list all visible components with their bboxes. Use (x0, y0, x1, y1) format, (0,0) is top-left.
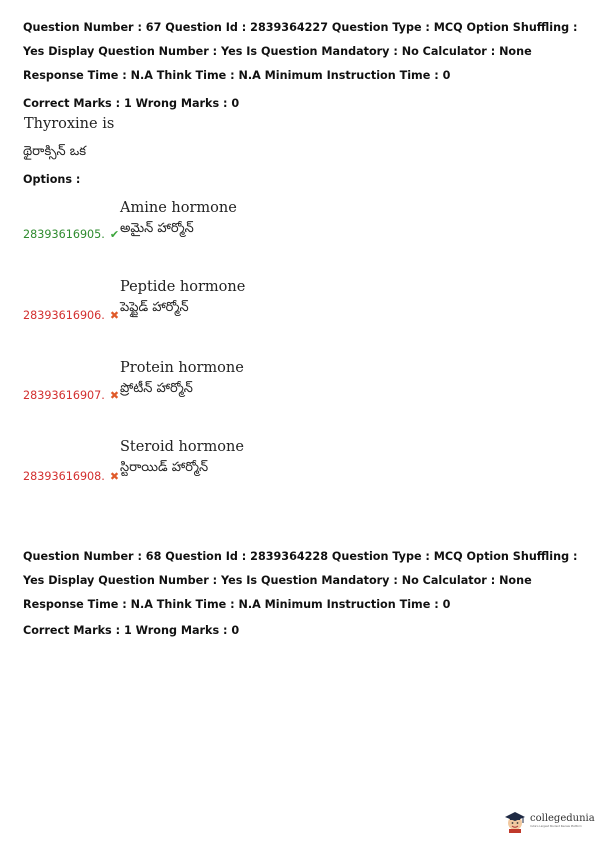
question-67-text-english: Thyroxine is (24, 116, 115, 132)
option-4-text-telugu: స్టిరాయిడ్ హార్మోన్ (120, 460, 209, 475)
cross-icon: ✖ (109, 309, 120, 322)
option-4-id[interactable] (23, 470, 119, 483)
option-2-text-telugu: పెప్టైడ్ హార్మోన్ (120, 300, 189, 315)
graduate-icon (503, 809, 527, 833)
option-1-text-telugu: అమైన్ హార్మోన్ (120, 221, 194, 236)
option-3-id[interactable] (23, 389, 119, 402)
option-2-id[interactable] (23, 309, 119, 322)
question-68-marks: Correct Marks : 1 Wrong Marks : 0 (23, 624, 240, 637)
option-4-id-label: 28393616908. (23, 470, 105, 483)
option-3-id-label: 28393616907. (23, 389, 105, 402)
logo-name: collegedunia (530, 812, 595, 824)
option-2-id-label: 28393616906. (23, 309, 105, 322)
question-68-meta: Question Number : 68 Question Id : 2839364228 Question Type : MCQ Option Shuffling : Yes Display Question Number : Yes Is Question Mandatory : No Calculator : None Response Time : N.A Think Time : N.A Minimum Instruction Time : 0 (23, 550, 578, 611)
collegedunia-logo (503, 806, 595, 836)
cross-icon: ✖ (109, 389, 120, 402)
check-icon: ✔ (109, 228, 120, 241)
cross-icon: ✖ (109, 470, 120, 483)
question-67-text-telugu: థైరాక్సిన్ ఒక (23, 144, 87, 159)
option-2-text-english: Peptide hormone (120, 279, 246, 295)
question-67-marks: Correct Marks : 1 Wrong Marks : 0 (23, 97, 240, 110)
option-4-text-english: Steroid hormone (120, 439, 244, 455)
option-1-text-english: Amine hormone (120, 200, 237, 216)
options-label: Options : (23, 173, 81, 186)
option-3-text-english: Protein hormone (120, 360, 244, 376)
option-1-id[interactable] (23, 228, 119, 241)
option-3-text-telugu: ప్రోటీన్ హార్మోన్ (120, 381, 193, 396)
logo-tagline: India's Largest Student Review Platform (530, 824, 582, 828)
question-67-meta: Question Number : 67 Question Id : 2839364227 Question Type : MCQ Option Shuffling : Yes Display Question Number : Yes Is Question Mandatory : No Calculator : None Response Time : N.A Think Time : N.A Minimum Instruction Time : 0 (23, 21, 578, 82)
option-1-id-label: 28393616905. (23, 228, 105, 241)
